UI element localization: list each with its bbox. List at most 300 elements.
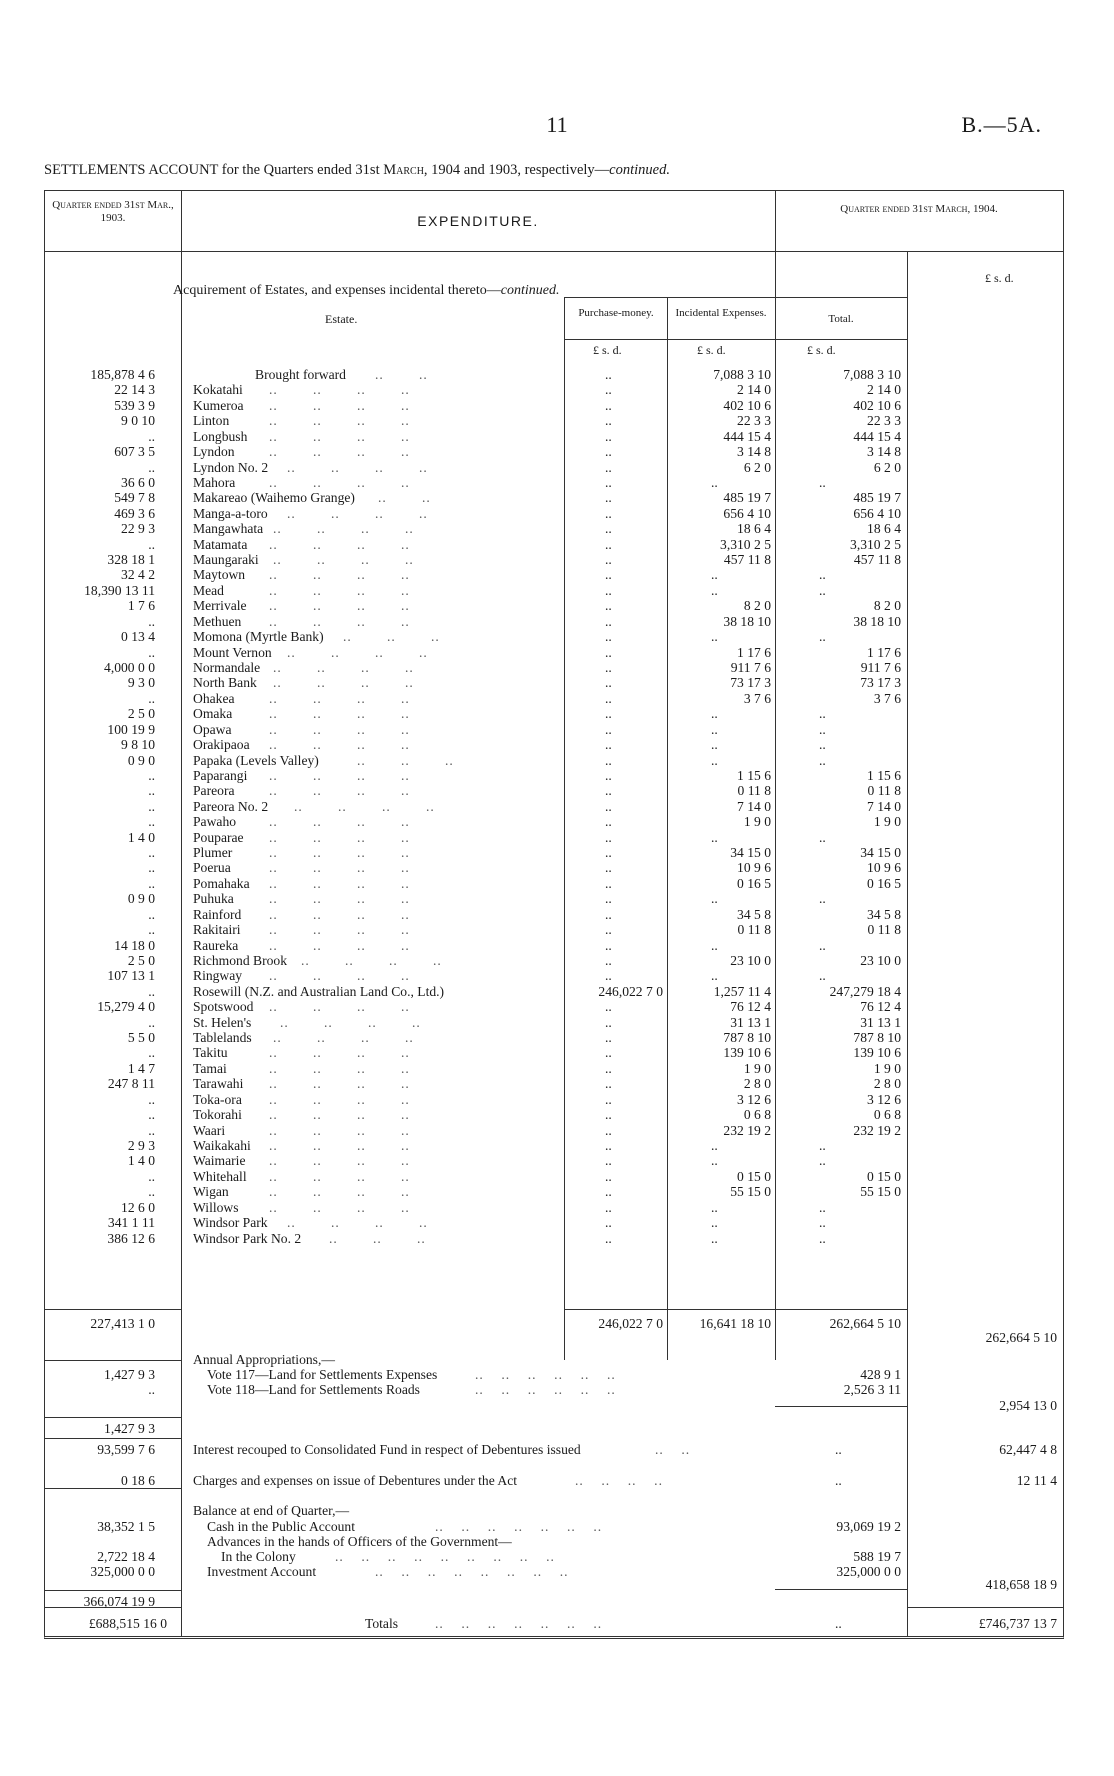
- estate-total: 76 12 4: [860, 999, 901, 1014]
- header-estate: Estate.: [325, 312, 358, 326]
- estate-purchase: ..: [605, 1215, 612, 1230]
- estate-row: [45, 768, 1063, 783]
- header-incidental-expenses: Incidental Expenses.: [675, 307, 767, 319]
- estate-purchase: ..: [605, 367, 612, 382]
- estate-name: Maytown: [193, 567, 246, 582]
- estate-left-amount: 107 13 1: [107, 968, 155, 983]
- estate-row: [45, 799, 1063, 814]
- estate-name: Willows: [193, 1200, 239, 1215]
- cash-leader: .. .. .. .. .. .. ..: [435, 1519, 603, 1534]
- estate-row: [45, 398, 1063, 413]
- estate-name: Spotswood: [193, 999, 254, 1014]
- estate-purchase: ..: [605, 521, 612, 536]
- header-quarter-1903: Quarter ended 31st Mar., 1903.: [52, 199, 174, 224]
- estate-leader: .. .. ..: [329, 1231, 426, 1246]
- estate-incidental: 3 14 8: [737, 444, 771, 459]
- estate-left-amount: 1 4 0: [127, 1153, 155, 1168]
- estate-incidental: 7 14 0: [737, 799, 771, 814]
- estate-left-amount: 9 0 10: [121, 413, 155, 428]
- estate-left-amount: ..: [148, 1123, 155, 1138]
- estate-incidental: 402 10 6: [723, 398, 771, 413]
- estate-total: 1 9 0: [873, 1061, 901, 1076]
- estate-row: [45, 1231, 1063, 1246]
- vote117-total: 428 9 1: [860, 1367, 901, 1382]
- estate-row: [45, 583, 1063, 598]
- estate-purchase: ..: [605, 1076, 612, 1091]
- estate-leader: .. .. .. ..: [269, 860, 410, 875]
- estate-leader: .. .. .. ..: [269, 1061, 410, 1076]
- vote117-leader: .. .. .. .. .. ..: [475, 1367, 616, 1382]
- estate-row: [45, 722, 1063, 737]
- estate-purchase: ..: [605, 444, 612, 459]
- estate-total: 3,310 2 5: [850, 537, 901, 552]
- estate-leader: .. .. .. ..: [269, 845, 410, 860]
- estate-purchase: ..: [605, 1045, 612, 1060]
- estate-purchase: ..: [605, 645, 612, 660]
- estate-total: 444 15 4: [853, 429, 901, 444]
- estate-incidental: ..: [711, 1138, 718, 1153]
- estate-name: Matamata: [193, 537, 248, 552]
- estate-purchase: 246,022 7 0: [598, 984, 663, 999]
- estate-incidental: ..: [711, 753, 718, 768]
- estate-incidental: 73 17 3: [730, 675, 771, 690]
- estate-total: 0 11 8: [867, 783, 901, 798]
- estate-leader: .. .. .. ..: [269, 768, 410, 783]
- estate-name: Linton: [193, 413, 230, 428]
- estate-purchase: ..: [605, 922, 612, 937]
- estate-left-amount: 15,279 4 0: [97, 999, 155, 1014]
- estate-name: Mead: [193, 583, 224, 598]
- vote118-label: Vote 118—Land for Settlements Roads: [207, 1382, 420, 1397]
- investment-leader: .. .. .. .. .. .. .. ..: [375, 1564, 569, 1579]
- header-quarter-1904: Quarter ended 31st March, 1904.: [840, 203, 998, 215]
- estate-leader: .. ..: [378, 490, 431, 505]
- estate-incidental: 139 10 6: [723, 1045, 771, 1060]
- estate-left-amount: ..: [148, 783, 155, 798]
- estate-total: 1 15 6: [867, 768, 901, 783]
- estate-left-amount: ..: [148, 691, 155, 706]
- colony-left: 2,722 18 4: [97, 1549, 155, 1564]
- balance-heading: Balance at end of Quarter,—: [193, 1503, 350, 1518]
- estate-row: [45, 938, 1063, 953]
- estate-incidental: 911 7 6: [730, 660, 771, 675]
- estate-incidental: ..: [711, 891, 718, 906]
- estate-purchase: ..: [605, 583, 612, 598]
- estate-total: 0 6 8: [873, 1107, 901, 1122]
- estate-incidental: 1 9 0: [743, 1061, 771, 1076]
- estate-leader: .. .. .. ..: [273, 1030, 414, 1045]
- estate-row: [45, 1184, 1063, 1199]
- estate-purchase: ..: [605, 506, 612, 521]
- estate-name: Momona (Myrtle Bank): [193, 629, 324, 644]
- estate-total: 3 14 8: [867, 444, 901, 459]
- estate-name: Pouparae: [193, 830, 244, 845]
- estate-purchase: ..: [605, 475, 612, 490]
- page-title: [44, 162, 670, 179]
- estate-purchase: ..: [605, 706, 612, 721]
- estate-leader: .. .. .. ..: [269, 537, 410, 552]
- estate-leader: .. .. .. ..: [269, 1107, 410, 1122]
- vote117-label: Vote 117—Land for Settlements Expenses: [207, 1367, 438, 1382]
- balance-rule: [775, 1589, 907, 1590]
- purchase-lsd: £ s. d.: [593, 343, 622, 357]
- investment-left: 325,000 0 0: [90, 1564, 155, 1579]
- estate-left-amount: 185,878 4 6: [90, 367, 155, 382]
- estate-name: Pareora No. 2: [193, 799, 269, 814]
- estate-name: Pawaho: [193, 814, 237, 829]
- estate-left-amount: 36 6 0: [121, 475, 155, 490]
- estate-left-amount: ..: [148, 1015, 155, 1030]
- estate-total: 485 19 7: [853, 490, 901, 505]
- estate-name: Ohakea: [193, 691, 235, 706]
- estate-name: Papaka (Levels Valley): [193, 753, 319, 768]
- estate-total: 34 5 8: [867, 907, 901, 922]
- estate-row: [45, 1215, 1063, 1230]
- appropriations-right: 2,954 13 0: [999, 1398, 1057, 1413]
- left-rule-2: [45, 1360, 181, 1361]
- estate-leader: .. .. .. ..: [269, 1184, 410, 1199]
- estate-leader: .. .. .. ..: [269, 382, 410, 397]
- estate-leader: .. .. .. ..: [269, 398, 410, 413]
- estate-total: 0 15 0: [867, 1169, 901, 1184]
- estate-total: 3 12 6: [867, 1092, 901, 1107]
- estate-row: [45, 382, 1063, 397]
- estate-left-amount: ..: [148, 768, 155, 783]
- estate-leader: .. .. .. ..: [269, 614, 410, 629]
- estate-name: Orakipaoa: [193, 737, 250, 752]
- estate-leader: .. .. .. ..: [273, 675, 414, 690]
- interest-total: ..: [835, 1442, 842, 1457]
- estate-incidental: 38 18 10: [723, 614, 771, 629]
- estate-incidental: 2 8 0: [743, 1076, 771, 1091]
- appropriations-left-total: 1,427 9 3: [104, 1421, 155, 1436]
- estate-incidental: ..: [711, 722, 718, 737]
- estate-total: ..: [819, 1200, 826, 1215]
- estate-left-amount: 22 9 3: [121, 521, 155, 536]
- estate-incidental: 23 10 0: [730, 953, 771, 968]
- estate-incidental: 1,257 11 4: [713, 984, 771, 999]
- estate-purchase: ..: [605, 398, 612, 413]
- estate-name: Rainford: [193, 907, 242, 922]
- estate-purchase: ..: [605, 1092, 612, 1107]
- estate-incidental: ..: [711, 737, 718, 752]
- estate-left-amount: 1 7 6: [127, 598, 155, 613]
- estate-row: [45, 367, 1063, 382]
- estate-leader: .. .. .. ..: [269, 830, 410, 845]
- estate-incidental: 76 12 4: [730, 999, 771, 1014]
- estate-incidental: ..: [711, 938, 718, 953]
- estate-incidental: ..: [711, 1231, 718, 1246]
- title-main: SETTLEMENTS ACCOUNT for the Quarters ended 31st: [44, 162, 384, 178]
- estate-total: 787 8 10: [853, 1030, 901, 1045]
- estate-left-amount: 2 5 0: [127, 953, 155, 968]
- estate-leader: .. .. .. ..: [269, 968, 410, 983]
- estate-left-amount: 2 5 0: [127, 706, 155, 721]
- estate-row: [45, 614, 1063, 629]
- estate-leader: .. ..: [375, 367, 428, 382]
- advances-label: Advances in the hands of Officers of the Government—: [207, 1534, 512, 1549]
- estate-row: [45, 521, 1063, 536]
- estate-leader: .. .. .. ..: [287, 645, 428, 660]
- estate-left-amount: 386 12 6: [107, 1231, 155, 1246]
- estate-incidental: 55 15 0: [730, 1184, 771, 1199]
- interest-label: Interest recouped to Consolidated Fund in respect of Debentures issued: [193, 1442, 581, 1457]
- estate-left-amount: 469 3 6: [114, 506, 155, 521]
- estate-purchase: ..: [605, 860, 612, 875]
- subtotal-purchase: 246,022 7 0: [598, 1316, 663, 1331]
- estate-incidental: ..: [711, 1215, 718, 1230]
- estate-purchase: ..: [605, 876, 612, 891]
- estate-name: Tablelands: [193, 1030, 252, 1045]
- estate-purchase: ..: [605, 1123, 612, 1138]
- estate-purchase: ..: [605, 660, 612, 675]
- estate-row: [45, 1153, 1063, 1168]
- right-rule-total: [907, 1607, 1063, 1608]
- estate-purchase: ..: [605, 1030, 612, 1045]
- estate-name: Waikakahi: [193, 1138, 251, 1153]
- estate-name: Puhuka: [193, 891, 234, 906]
- estate-row: [45, 999, 1063, 1014]
- document-reference: B.—5A.: [961, 112, 1042, 137]
- estate-name: Lyndon No. 2: [193, 460, 269, 475]
- estate-leader: .. .. .. ..: [269, 783, 410, 798]
- estate-left-amount: 1 4 0: [127, 830, 155, 845]
- estate-total: 3 7 6: [873, 691, 901, 706]
- estate-row: [45, 537, 1063, 552]
- estate-total: 73 17 3: [860, 675, 901, 690]
- estate-total: 1 17 6: [867, 645, 901, 660]
- estate-row: [45, 429, 1063, 444]
- estate-purchase: ..: [605, 691, 612, 706]
- estate-row: [45, 922, 1063, 937]
- vote117-left: 1,427 9 3: [104, 1367, 155, 1382]
- estate-left-amount: ..: [148, 460, 155, 475]
- estate-row: [45, 629, 1063, 644]
- estate-leader: .. .. .. ..: [269, 999, 410, 1014]
- estate-incidental: ..: [711, 706, 718, 721]
- estate-leader: .. .. .. ..: [269, 1045, 410, 1060]
- estate-row: [45, 1107, 1063, 1122]
- estate-incidental: 3 7 6: [743, 691, 771, 706]
- left-rule-3: [45, 1417, 181, 1418]
- estate-leader: .. .. .. ..: [269, 444, 410, 459]
- estate-incidental: 1 15 6: [737, 768, 771, 783]
- estate-left-amount: 100 19 9: [107, 722, 155, 737]
- estate-purchase: ..: [605, 938, 612, 953]
- estate-name: Kokatahi: [193, 382, 243, 397]
- estate-total: 8 2 0: [873, 598, 901, 613]
- estate-row: [45, 675, 1063, 690]
- estate-total: 656 4 10: [853, 506, 901, 521]
- estates-subtotal-rule: [564, 1309, 907, 1310]
- estate-left-amount: 247 8 11: [107, 1076, 155, 1091]
- estate-left-amount: ..: [148, 1169, 155, 1184]
- estate-name: Richmond Brook: [193, 953, 288, 968]
- estate-leader: .. .. .. ..: [269, 922, 410, 937]
- estate-purchase: ..: [605, 753, 612, 768]
- estate-left-amount: 0 13 4: [121, 629, 155, 644]
- estate-row: [45, 1045, 1063, 1060]
- estate-leader: .. .. .. ..: [269, 1092, 410, 1107]
- estate-purchase: ..: [605, 629, 612, 644]
- estate-total: 34 15 0: [860, 845, 901, 860]
- estate-name: Mount Vernon: [193, 645, 272, 660]
- estate-incidental: 34 15 0: [730, 845, 771, 860]
- estate-row: [45, 598, 1063, 613]
- subtotal-incidental: 16,641 18 10: [699, 1316, 771, 1331]
- estate-purchase: ..: [605, 830, 612, 845]
- estate-name: Waari: [193, 1123, 226, 1138]
- left-rule-4: [45, 1438, 181, 1439]
- estate-name: Plumer: [193, 845, 233, 860]
- title-continued: continued.: [609, 162, 670, 178]
- estate-row: [45, 1169, 1063, 1184]
- estate-name: Ringway: [193, 968, 243, 983]
- estate-row: [45, 660, 1063, 675]
- estate-row: [45, 1076, 1063, 1091]
- estate-name: North Bank: [193, 675, 257, 690]
- estate-incidental: 232 19 2: [723, 1123, 771, 1138]
- estate-left-amount: 9 3 0: [127, 675, 155, 690]
- estate-left-amount: 5 5 0: [127, 1030, 155, 1045]
- estate-leader: .. .. .. ..: [269, 1169, 410, 1184]
- estate-incidental: ..: [711, 1153, 718, 1168]
- total-lsd: £ s. d.: [807, 343, 836, 357]
- estate-total: ..: [819, 567, 826, 582]
- header-rule: [45, 251, 1063, 252]
- estate-name: Kumeroa: [193, 398, 244, 413]
- estate-leader: .. .. .. ..: [269, 722, 410, 737]
- estate-name: Toka-ora: [193, 1092, 242, 1107]
- appropriations-rule: [775, 1406, 907, 1407]
- subtotal-left: 227,413 1 0: [90, 1316, 155, 1331]
- estate-row: [45, 1092, 1063, 1107]
- estate-leader: .. .. .. ..: [269, 583, 410, 598]
- estate-name: Paparangi: [193, 768, 248, 783]
- estate-incidental: 656 4 10: [723, 506, 771, 521]
- estate-purchase: ..: [605, 768, 612, 783]
- colony-label: In the Colony: [221, 1549, 296, 1564]
- estate-left-amount: 14 18 0: [114, 938, 155, 953]
- estate-purchase: ..: [605, 737, 612, 752]
- interest-leader: .. ..: [655, 1442, 691, 1457]
- estate-leader: .. .. .. ..: [273, 552, 414, 567]
- estate-row: [45, 444, 1063, 459]
- estate-purchase: ..: [605, 799, 612, 814]
- estate-name: Windsor Park No. 2: [193, 1231, 302, 1246]
- estate-purchase: ..: [605, 783, 612, 798]
- estate-name: Normandale: [193, 660, 261, 675]
- balance-left-total: 366,074 19 9: [83, 1594, 155, 1609]
- estate-leader: .. .. ..: [343, 629, 440, 644]
- header-lsd: £ s. d.: [985, 271, 1014, 285]
- estate-incidental: 1 9 0: [743, 814, 771, 829]
- estate-incidental: ..: [711, 567, 718, 582]
- totals-label: Totals: [365, 1616, 399, 1631]
- estate-left-amount: 2 9 3: [127, 1138, 155, 1153]
- estate-incidental: 6 2 0: [743, 460, 771, 475]
- estate-total: 7,088 3 10: [843, 367, 901, 382]
- estate-left-amount: 341 1 11: [107, 1215, 155, 1230]
- estate-left-amount: ..: [148, 860, 155, 875]
- estate-purchase: ..: [605, 552, 612, 567]
- estate-total: 457 11 8: [853, 552, 901, 567]
- estate-left-amount: 12 6 0: [121, 1200, 155, 1215]
- estate-purchase: ..: [605, 1015, 612, 1030]
- left-subtotal-rule: [45, 1309, 181, 1310]
- estate-leader: .. .. .. ..: [287, 1215, 428, 1230]
- estate-total: 2 8 0: [873, 1076, 901, 1091]
- title-month: March: [383, 162, 424, 178]
- estate-left-amount: 0 9 0: [127, 753, 155, 768]
- estate-total: 1 9 0: [873, 814, 901, 829]
- estate-total: ..: [819, 1231, 826, 1246]
- estate-leader: .. .. .. ..: [269, 876, 410, 891]
- estate-total: ..: [819, 830, 826, 845]
- estate-leader: .. .. .. ..: [269, 1123, 410, 1138]
- estate-row: [45, 413, 1063, 428]
- estate-incidental: 787 8 10: [723, 1030, 771, 1045]
- estate-incidental: 18 6 4: [737, 521, 771, 536]
- incidental-lsd: £ s. d.: [697, 343, 726, 357]
- estate-left-amount: 4,000 0 0: [104, 660, 155, 675]
- estate-left-amount: ..: [148, 429, 155, 444]
- estate-left-amount: 22 14 3: [114, 382, 155, 397]
- estate-leader: .. .. .. ..: [269, 413, 410, 428]
- estate-purchase: ..: [605, 1153, 612, 1168]
- estate-left-amount: ..: [148, 876, 155, 891]
- estate-total: ..: [819, 753, 826, 768]
- estate-incidental: 3 12 6: [737, 1092, 771, 1107]
- estate-row: [45, 830, 1063, 845]
- interest-right: 62,447 4 8: [999, 1442, 1057, 1457]
- estate-leader: .. .. .. ..: [301, 953, 442, 968]
- estate-leader: .. .. .. ..: [280, 1015, 421, 1030]
- estate-incidental: 485 19 7: [723, 490, 771, 505]
- estate-leader: .. .. .. ..: [269, 737, 410, 752]
- estate-name: Makareao (Waihemo Grange): [193, 490, 355, 505]
- estate-name: Pomahaka: [193, 876, 250, 891]
- estate-purchase: ..: [605, 968, 612, 983]
- estate-name: Brought forward: [255, 367, 346, 382]
- estate-row: [45, 1015, 1063, 1030]
- estate-incidental: 31 13 1: [730, 1015, 771, 1030]
- subtotal-right: 262,664 5 10: [985, 1330, 1057, 1345]
- estate-row: [45, 907, 1063, 922]
- cash-total: 93,069 19 2: [836, 1519, 901, 1534]
- estate-total: 38 18 10: [853, 614, 901, 629]
- totals-left: £688,515 16 0: [88, 1616, 167, 1631]
- totals-right: £746,737 13 7: [978, 1616, 1057, 1631]
- vote118-left: ..: [148, 1382, 155, 1397]
- estate-incidental: 0 15 0: [737, 1169, 771, 1184]
- estate-leader: .. .. .. ..: [269, 475, 410, 490]
- estate-row: [45, 753, 1063, 768]
- estate-incidental: 0 6 8: [743, 1107, 771, 1122]
- estate-incidental: 0 11 8: [737, 922, 771, 937]
- left-rule-5: [45, 1488, 181, 1489]
- totals-leader: .. .. .. .. .. .. ..: [435, 1616, 603, 1631]
- estate-name: Omaka: [193, 706, 233, 721]
- estate-name: Tokorahi: [193, 1107, 242, 1122]
- estate-incidental: 22 3 3: [737, 413, 771, 428]
- estate-total: ..: [819, 938, 826, 953]
- estate-purchase: ..: [605, 953, 612, 968]
- estate-incidental: 10 9 6: [737, 860, 771, 875]
- estate-left-amount: ..: [148, 614, 155, 629]
- estate-name: Pareora: [193, 783, 235, 798]
- estate-leader: .. .. .. ..: [269, 691, 410, 706]
